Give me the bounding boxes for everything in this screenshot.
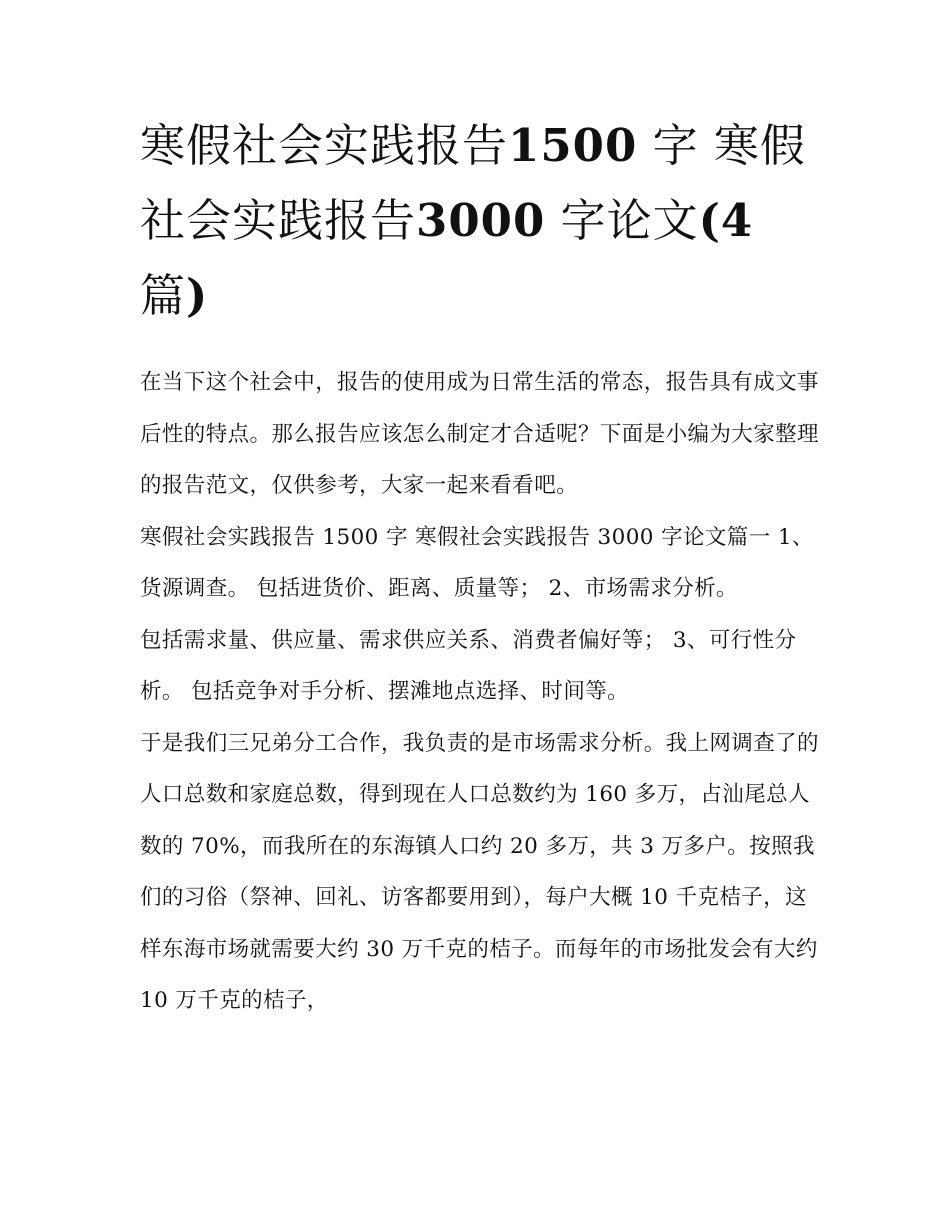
title-text: 篇 xyxy=(140,269,187,322)
title-number: 1500 xyxy=(508,119,638,172)
body-paragraph: 于是我们三兄弟分工合作，我负责的是市场需求分析。我上网调查了的人口总数和家庭总数，得到现在人口总数约为 160 多万，占汕尾总人数的 70%，而我所在的东海镇人口约 20 多万，共 3 万多户。按照我们的习俗（祭神、回礼、访客都要用到），每户大概 10 千克桔子，这样东海市场就需要大约 30 万千克的桔子。而每年的市场批发会有大约 10 万千克的桔子， xyxy=(140,730,819,1013)
document-title xyxy=(140,108,820,333)
title-number: (4 xyxy=(698,194,754,247)
body-paragraph: 包括需求量、供应量、需求供应关系、消费者偏好等； 3、可行性分析。 包括竞争对手分析、摆滩地点选择、时间等。 xyxy=(140,627,797,704)
body-paragraph: 寒假社会实践报告 1500 字 寒假社会实践报告 3000 字论文篇一 1、货源调查。 包括进货价、距离、质量等； 2、市场需求分析。 xyxy=(140,524,814,601)
title-number: ) xyxy=(186,269,209,322)
title-text: 寒假社会实践报告 xyxy=(140,119,509,172)
intro-paragraph: 在当下这个社会中，报告的使用成为日常生活的常态，报告具有成文事后性的特点。那么报告应该怎么制定才合适呢？下面是小编为大家整理的报告范文，仅供参考，大家一起来看看吧。 xyxy=(140,370,819,498)
title-text: 字论文 xyxy=(545,194,699,247)
document-page xyxy=(140,108,820,1027)
title-text: 字 寒假社会实践报告 xyxy=(140,119,806,247)
title-number: 3000 xyxy=(416,194,546,247)
